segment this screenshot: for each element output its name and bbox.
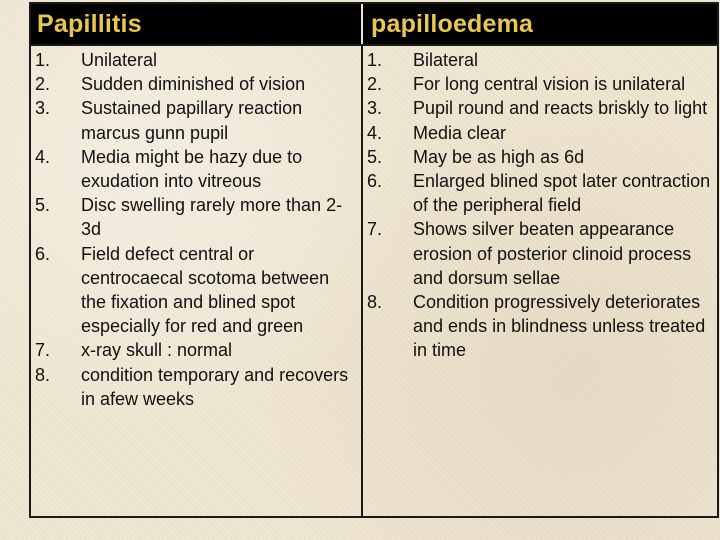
list-item bbox=[367, 48, 713, 72]
header-papilloedema-label: papilloedema bbox=[371, 9, 534, 38]
list-item bbox=[35, 242, 357, 339]
item-text: Media might be hazy due to exudation into vitreous bbox=[81, 146, 303, 192]
item-text: Sudden diminished of vision bbox=[81, 74, 306, 95]
item-text: condition temporary and recovers in afew weeks bbox=[81, 364, 349, 409]
list-item bbox=[367, 96, 713, 120]
item-text: Field defect central or centrocaecal scotoma between the fixation and blined spot especially for red and green bbox=[81, 243, 330, 337]
item-number: 2. bbox=[367, 74, 383, 95]
item-number: 6. bbox=[367, 171, 383, 192]
list-item bbox=[35, 338, 357, 362]
item-number: 7. bbox=[367, 219, 383, 240]
list-item bbox=[35, 72, 357, 96]
item-number: 5. bbox=[367, 146, 383, 167]
item-number: 2. bbox=[35, 74, 51, 95]
item-text: Condition progressively deteriorates and ends in blindness unless treated in time bbox=[413, 292, 706, 361]
item-number: 4. bbox=[35, 146, 51, 167]
papilloedema-list bbox=[367, 48, 713, 363]
item-number: 3. bbox=[35, 98, 51, 119]
item-text: Shows silver beaten appearance erosion of posterior clinoid process and dorsum sellae bbox=[413, 219, 692, 288]
papillitis-column bbox=[31, 44, 361, 516]
list-item bbox=[35, 145, 357, 193]
item-text: Pupil round and reacts briskly to light bbox=[413, 98, 708, 119]
item-text: Disc swelling rarely more than 2-3d bbox=[81, 195, 343, 240]
item-text: Media clear bbox=[413, 122, 507, 143]
item-number: 3. bbox=[367, 98, 383, 119]
item-text: For long central vision is unilateral bbox=[413, 74, 686, 95]
item-number: 1. bbox=[367, 50, 383, 70]
item-number: 8. bbox=[367, 292, 383, 313]
list-item bbox=[367, 169, 713, 217]
list-item bbox=[367, 72, 713, 96]
list-item bbox=[367, 121, 713, 145]
papilloedema-column bbox=[361, 44, 717, 516]
item-number: 8. bbox=[35, 364, 51, 385]
item-text: Enlarged blined spot later contraction of the peripheral field bbox=[413, 171, 711, 216]
list-item bbox=[35, 96, 357, 144]
item-number: 5. bbox=[35, 195, 51, 216]
list-item bbox=[367, 290, 713, 363]
item-text: Sustained papillary reaction marcus gunn pupil bbox=[81, 98, 303, 143]
item-number: 1. bbox=[35, 50, 51, 70]
item-text: x-ray skull : normal bbox=[81, 340, 233, 361]
list-item bbox=[367, 145, 713, 169]
comparison-table bbox=[29, 2, 719, 518]
item-text: Bilateral bbox=[413, 50, 479, 70]
header-papillitis-label: Papillitis bbox=[37, 9, 142, 38]
item-number: 6. bbox=[35, 243, 51, 264]
list-item bbox=[35, 48, 357, 72]
header-papillitis bbox=[31, 4, 361, 44]
item-text: Unilateral bbox=[81, 50, 158, 70]
header-papilloedema bbox=[361, 4, 717, 44]
list-item bbox=[35, 193, 357, 241]
item-text: May be as high as 6d bbox=[413, 146, 585, 167]
item-number: 4. bbox=[367, 122, 383, 143]
papillitis-list bbox=[35, 48, 357, 411]
item-number: 7. bbox=[35, 340, 51, 361]
list-item bbox=[35, 363, 357, 411]
list-item bbox=[367, 217, 713, 290]
